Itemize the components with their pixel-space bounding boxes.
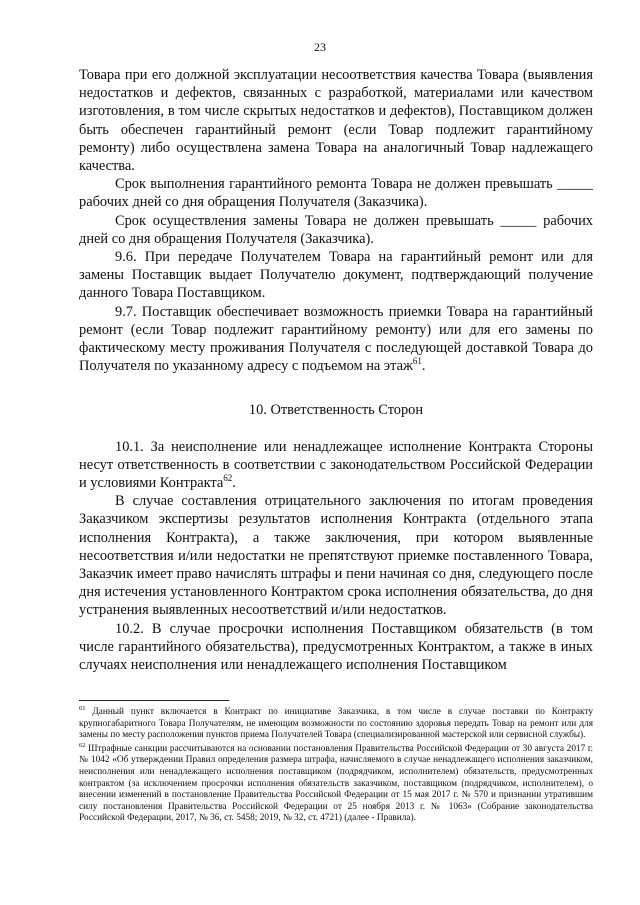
paragraph-9-6: 9.6. При передаче Получателем Товара на гарантийный ремонт или для замены Поставщик выдает Получателю документ, подтверждающий получение данного Товара Поставщиком. xyxy=(79,249,593,302)
page-number: 23 xyxy=(314,40,326,54)
footnotes xyxy=(79,700,593,827)
footnote-62-text: Штрафные санкции рассчитываются на основании постановления Правительства Российской Федерации от 30 августа 2017 г. № 1042 «Об утверждении Правил определения размера штрафа, начисляемого в случае ненадлежащего исполнения заказчиком, неисполнения или ненадлежащего исполнения поставщиком (подрядчиком, исполнителем) обязательств, предусмотренных контрактом (за исключением просрочки исполнения обязательств заказчиком, поставщиком (подрядчиком, исполнителем), о внесении изменений в постановление Правительства Российской Федерации от 15 мая 2017 г. № 570 и признании утратившим силу постановления Правительства Российской Федерации от 25 ноября 2013 г. № 1063» (Собрание законодательства Российской Федерации, 2017, № 36, ст. 5458; 2019, № 32, ст. 4721) (далее - Правила). xyxy=(79,743,593,824)
paragraph-10-1: 10.1. За неисполнение или ненадлежащее исполнение Контракта Стороны несут ответственность в соответствии с законодательством Российской Федерации и условиями Контракта$^{62}$. xyxy=(79,438,593,492)
paragraph-replacement-term: Срок осуществления замены Товара не должен превышать _____ рабочих дней со дня обращения Получателя (Заказчика). xyxy=(79,212,593,247)
footnote-61-number: 61 xyxy=(79,704,86,712)
paragraph-negative-conclusion: В случае составления отрицательного заключения по итогам проведения Заказчиком экспертизы результатов исполнения Контракта (отдельного этапа исполнения Контракта), а также заключения, при котором выявленные несоответствия и/или недостатки не препятствуют приемке поставленного Товара, Заказчик имеет право начислять штрафы и пени начиная со дня, следующего после дня истечения установленного Контрактом срока исполнения обязательства, до дня устранения выявленных несоответствий и/или недостатков. xyxy=(79,493,593,619)
footnote-62-number: 62 xyxy=(79,741,86,749)
footnote-62 xyxy=(79,741,593,825)
section-heading: 10. Ответственность Сторон xyxy=(248,402,424,419)
paragraph-repair-term: Срок выполнения гарантийного ремонта Товара не должен превышать _____ рабочих дней со дня обращения Получателя (Заказчика). xyxy=(79,176,593,211)
footnote-ref-62: 62 xyxy=(223,473,233,484)
footnote-61 xyxy=(79,704,594,742)
paragraph-warranty-repair: Товара при его должной эксплуатации несоответствия качества Товара (выявления недостатков и дефектов, связанных с разработкой, материалами или качеством изготовления, в том числе скрытых недостатков и дефектов), Поставщиком должен быть обеспечен гарантийный ремонт (если Товар подлежит гарантийному ремонту) либо осуществлена замена Товара на аналогичный Товар надлежащего качества. xyxy=(79,67,593,175)
paragraph-9-7: 9.7. Поставщик обеспечивает возможность приемки Товара на гарантийный ремонт (если Товар подлежит гарантийному ремонту) или для его замены по фактическому месту проживания Получателя с последующей доставкой Товара до Получателя по указанному адресу с подъемом на этаж$^{61}$. xyxy=(79,303,593,375)
document-body xyxy=(79,66,593,674)
paragraph-10-1-text: 10.1. За неисполнение или ненадлежащее исполнение Контракта Стороны несут ответственность в соответствии с законодательством Российской Федерации и условиями Контракта xyxy=(79,438,593,492)
paragraph-10-2: 10.2. В случае просрочки исполнения Поставщиком обязательств (в том числе гарантийного обязательства), предусмотренных Контрактом, а также в иных случаях неисполнения или ненадлежащего исполнения Поставщиком xyxy=(79,620,593,674)
paragraph-9-7-text: 9.7. Поставщик обеспечивает возможность приемки Товара на гарантийный ремонт (если Товар подлежит гарантийному ремонту) или для его замены по фактическому месту проживания Получателя с последующей доставкой Товара до Получателя по указанному адресу с подъемом на этаж xyxy=(79,303,593,375)
footnote-ref-61: 61 xyxy=(412,356,422,367)
footnote-61-text: Данный пункт включается в Контракт по инициативе Заказчика, в том числе в случае поставки по Контракту крупногабаритного Товара Получателям, не имеющим возможности по состоянию здоровья передать Товар на ремонт или для замены по месту расположения пунктов приема Получателей Товара (специализированной мастерской или сервисной службы). xyxy=(79,707,594,741)
footnote-divider xyxy=(79,700,229,701)
